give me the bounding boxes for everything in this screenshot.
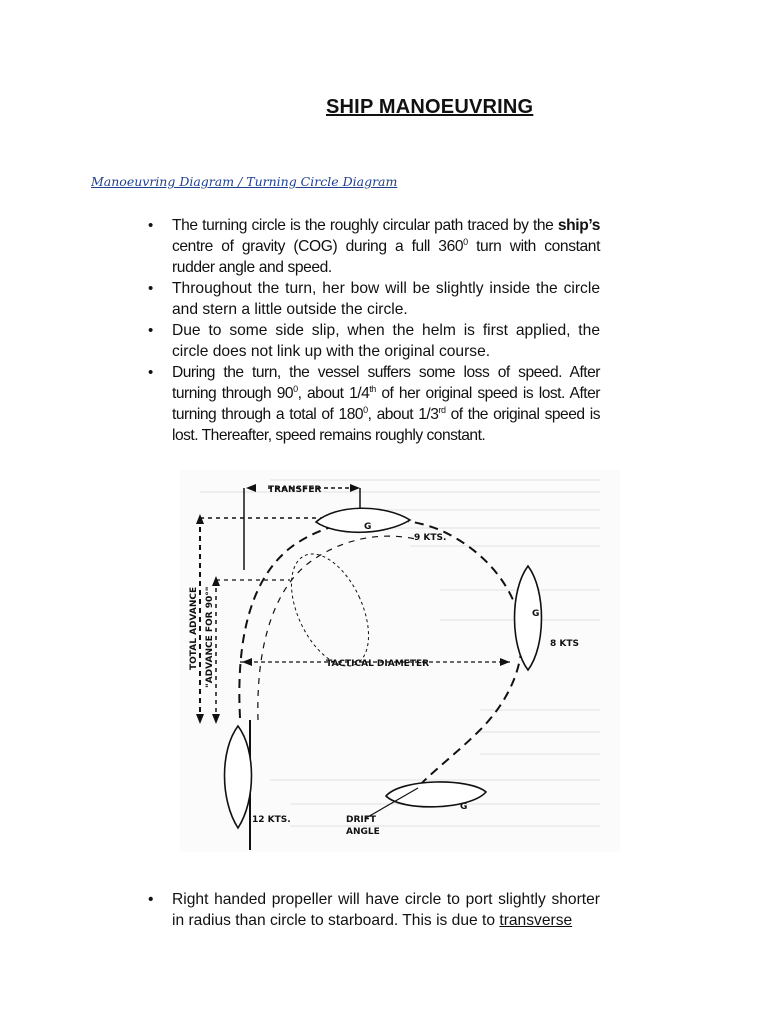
item-text: of her original speed is lost. After turning through a total of 180 [172, 385, 600, 423]
advance-90-label: "ADVANCE FOR 90°" [205, 586, 215, 688]
item-text: turn with constant rudder angle and speed. [172, 238, 601, 276]
list-item [146, 320, 600, 362]
turning-circle-svg [180, 470, 620, 852]
superscript: rd [438, 404, 446, 415]
superscript: 0 [293, 383, 298, 394]
tactical-diameter-label: TACTICAL DIAMETER [326, 659, 430, 669]
item-text: Throughout the turn, her bow will be slightly inside the circle and stern a little outside the circle. [172, 280, 600, 318]
speed-12-label: 12 KTS. [252, 815, 291, 825]
section-subtitle: Manoeuvring Diagram / Turning Circle Diagram [91, 174, 398, 189]
bottom-bullet-list [146, 889, 600, 931]
item-text: , about 1/4 [297, 385, 370, 402]
g-label: G [532, 609, 540, 619]
item-bold-text: ship’s [557, 217, 600, 234]
turning-circle-diagram [180, 470, 620, 852]
superscript: th [369, 383, 376, 394]
total-advance-label: TOTAL ADVANCE [189, 586, 199, 670]
bullet-list [146, 215, 600, 446]
transfer-label: TRANSFER [268, 485, 322, 495]
superscript: 0 [363, 404, 368, 415]
angle-label: ANGLE [346, 827, 380, 837]
superscript: 0 [463, 236, 468, 247]
item-text: The turning circle is the roughly circular path traced by the [172, 217, 558, 234]
item-text: Right handed propeller will have circle to port slightly shorter in radius than circle to starboard. This is due to [172, 891, 600, 929]
item-text: centre of gravity (COG) during a full 360 [172, 238, 464, 255]
item-text: Due to some side slip, when the helm is first applied, the circle does not link up with the original course. [172, 322, 600, 360]
list-item [146, 278, 600, 320]
list-item [146, 215, 600, 278]
underlined-term: transverse [499, 912, 573, 929]
g-label: G [364, 522, 372, 532]
list-item [146, 362, 600, 446]
speed-8-label: 8 KTS [550, 639, 579, 649]
item-text: During the turn, the vessel suffers some loss of speed. After turning through 90 [172, 364, 600, 402]
list-item [146, 889, 600, 931]
item-text: , about 1/3 [367, 406, 439, 423]
page-title: SHIP MANOEUVRING [326, 96, 534, 118]
speed-9-label: 9 KTS. [414, 533, 447, 543]
drift-label: DRIFT [346, 815, 377, 825]
item-text: of the original speed is lost. Thereafter, speed remains roughly constant. [172, 406, 600, 444]
g-label: G [460, 802, 468, 812]
